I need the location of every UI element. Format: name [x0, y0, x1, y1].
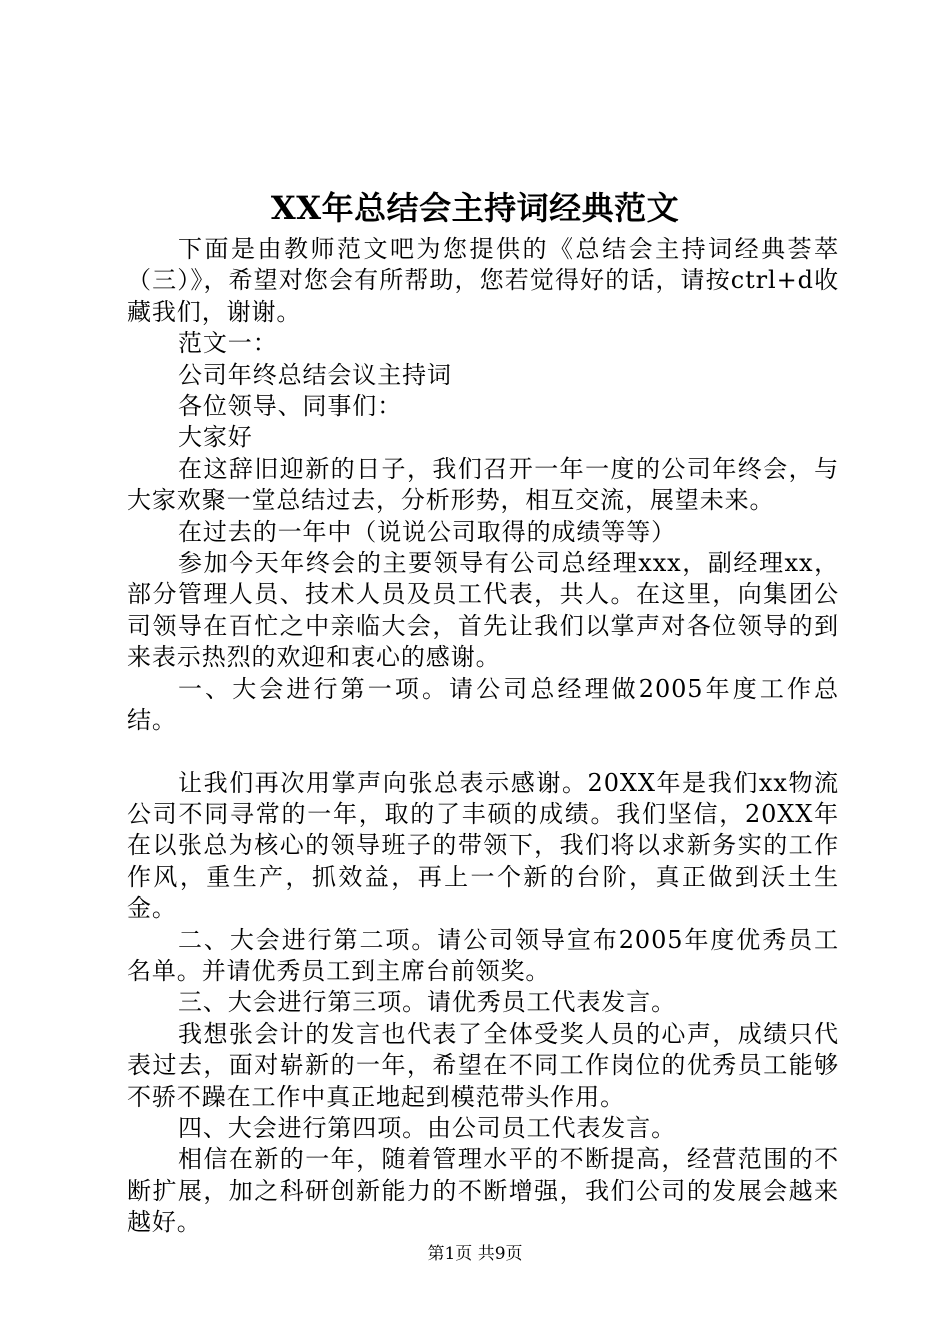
document-title: XX年总结会主持词经典范文 — [270, 189, 680, 227]
page-number-footer: 第1页 共9页 — [427, 1244, 523, 1264]
paragraph-past-year: 在过去的一年中（说说公司取得的成绩等等） — [178, 517, 676, 546]
paragraph-opening: 在这辞旧迎新的日子，我们召开一年一度的公司年终会，与大家欢聚一堂总结过去，分析形势，相互交流，展望未来。 — [127, 454, 839, 515]
paragraph-item-one: 一、大会进行第一项。请公司总经理做2005年度工作总结。 — [127, 674, 839, 735]
document-body — [127, 234, 839, 1239]
paragraph-closing: 相信在新的一年，随着管理水平的不断提高，经营范围的不断扩展，加之科研创新能力的不断增强，我们公司的发展会越来越好。 — [127, 1145, 839, 1237]
paragraph-attendees: 参加今天年终会的主要领导有公司总经理xxx，副经理xx，部分管理人员、技术人员及员工代表，共人。在这里，向集团公司领导在百忙之中亲临大会，首先让我们以掌声对各位领导的到来表示热烈的欢迎和衷心的感谢。 — [127, 549, 839, 672]
paragraph-item-three: 三、大会进行第三项。请优秀员工代表发言。 — [178, 988, 676, 1017]
paragraph-greeting: 大家好 — [178, 423, 253, 452]
paragraph-intro: 下面是由教师范文吧为您提供的《总结会主持词经典荟萃（三）》，希望对您会有所帮助，您若觉得好的话，请按ctrl+d收藏我们，谢谢。 — [127, 235, 839, 326]
paragraph-thanks: 让我们再次用掌声向张总表示感谢。20XX年是我们xx物流公司不同寻常的一年，取的了丰硕的成绩。我们坚信，20XX年在以张总为核心的领导班子的带领下，我们将以求新务实的工作作风，重生产，抓效益，再上一个新的台阶，真正做到沃土生金。 — [127, 768, 839, 923]
paragraph-accountant: 我想张会计的发言也代表了全体受奖人员的心声，成绩只代表过去，面对崭新的一年，希望在不同工作岗位的优秀员工能够不骄不躁在工作中真正地起到模范带头作用。 — [127, 1019, 839, 1111]
paragraph-speech-title: 公司年终总结会议主持词 — [178, 360, 452, 389]
paragraph-item-two: 二、大会进行第二项。请公司领导宣布2005年度优秀员工名单。并请优秀员工到主席台前领奖。 — [127, 925, 839, 985]
paragraph-item-four: 四、大会进行第四项。由公司员工代表发言。 — [178, 1113, 676, 1142]
paragraph-salutation: 各位领导、同事们： — [178, 392, 403, 421]
paragraph-sample-heading: 范文一： — [178, 329, 278, 358]
